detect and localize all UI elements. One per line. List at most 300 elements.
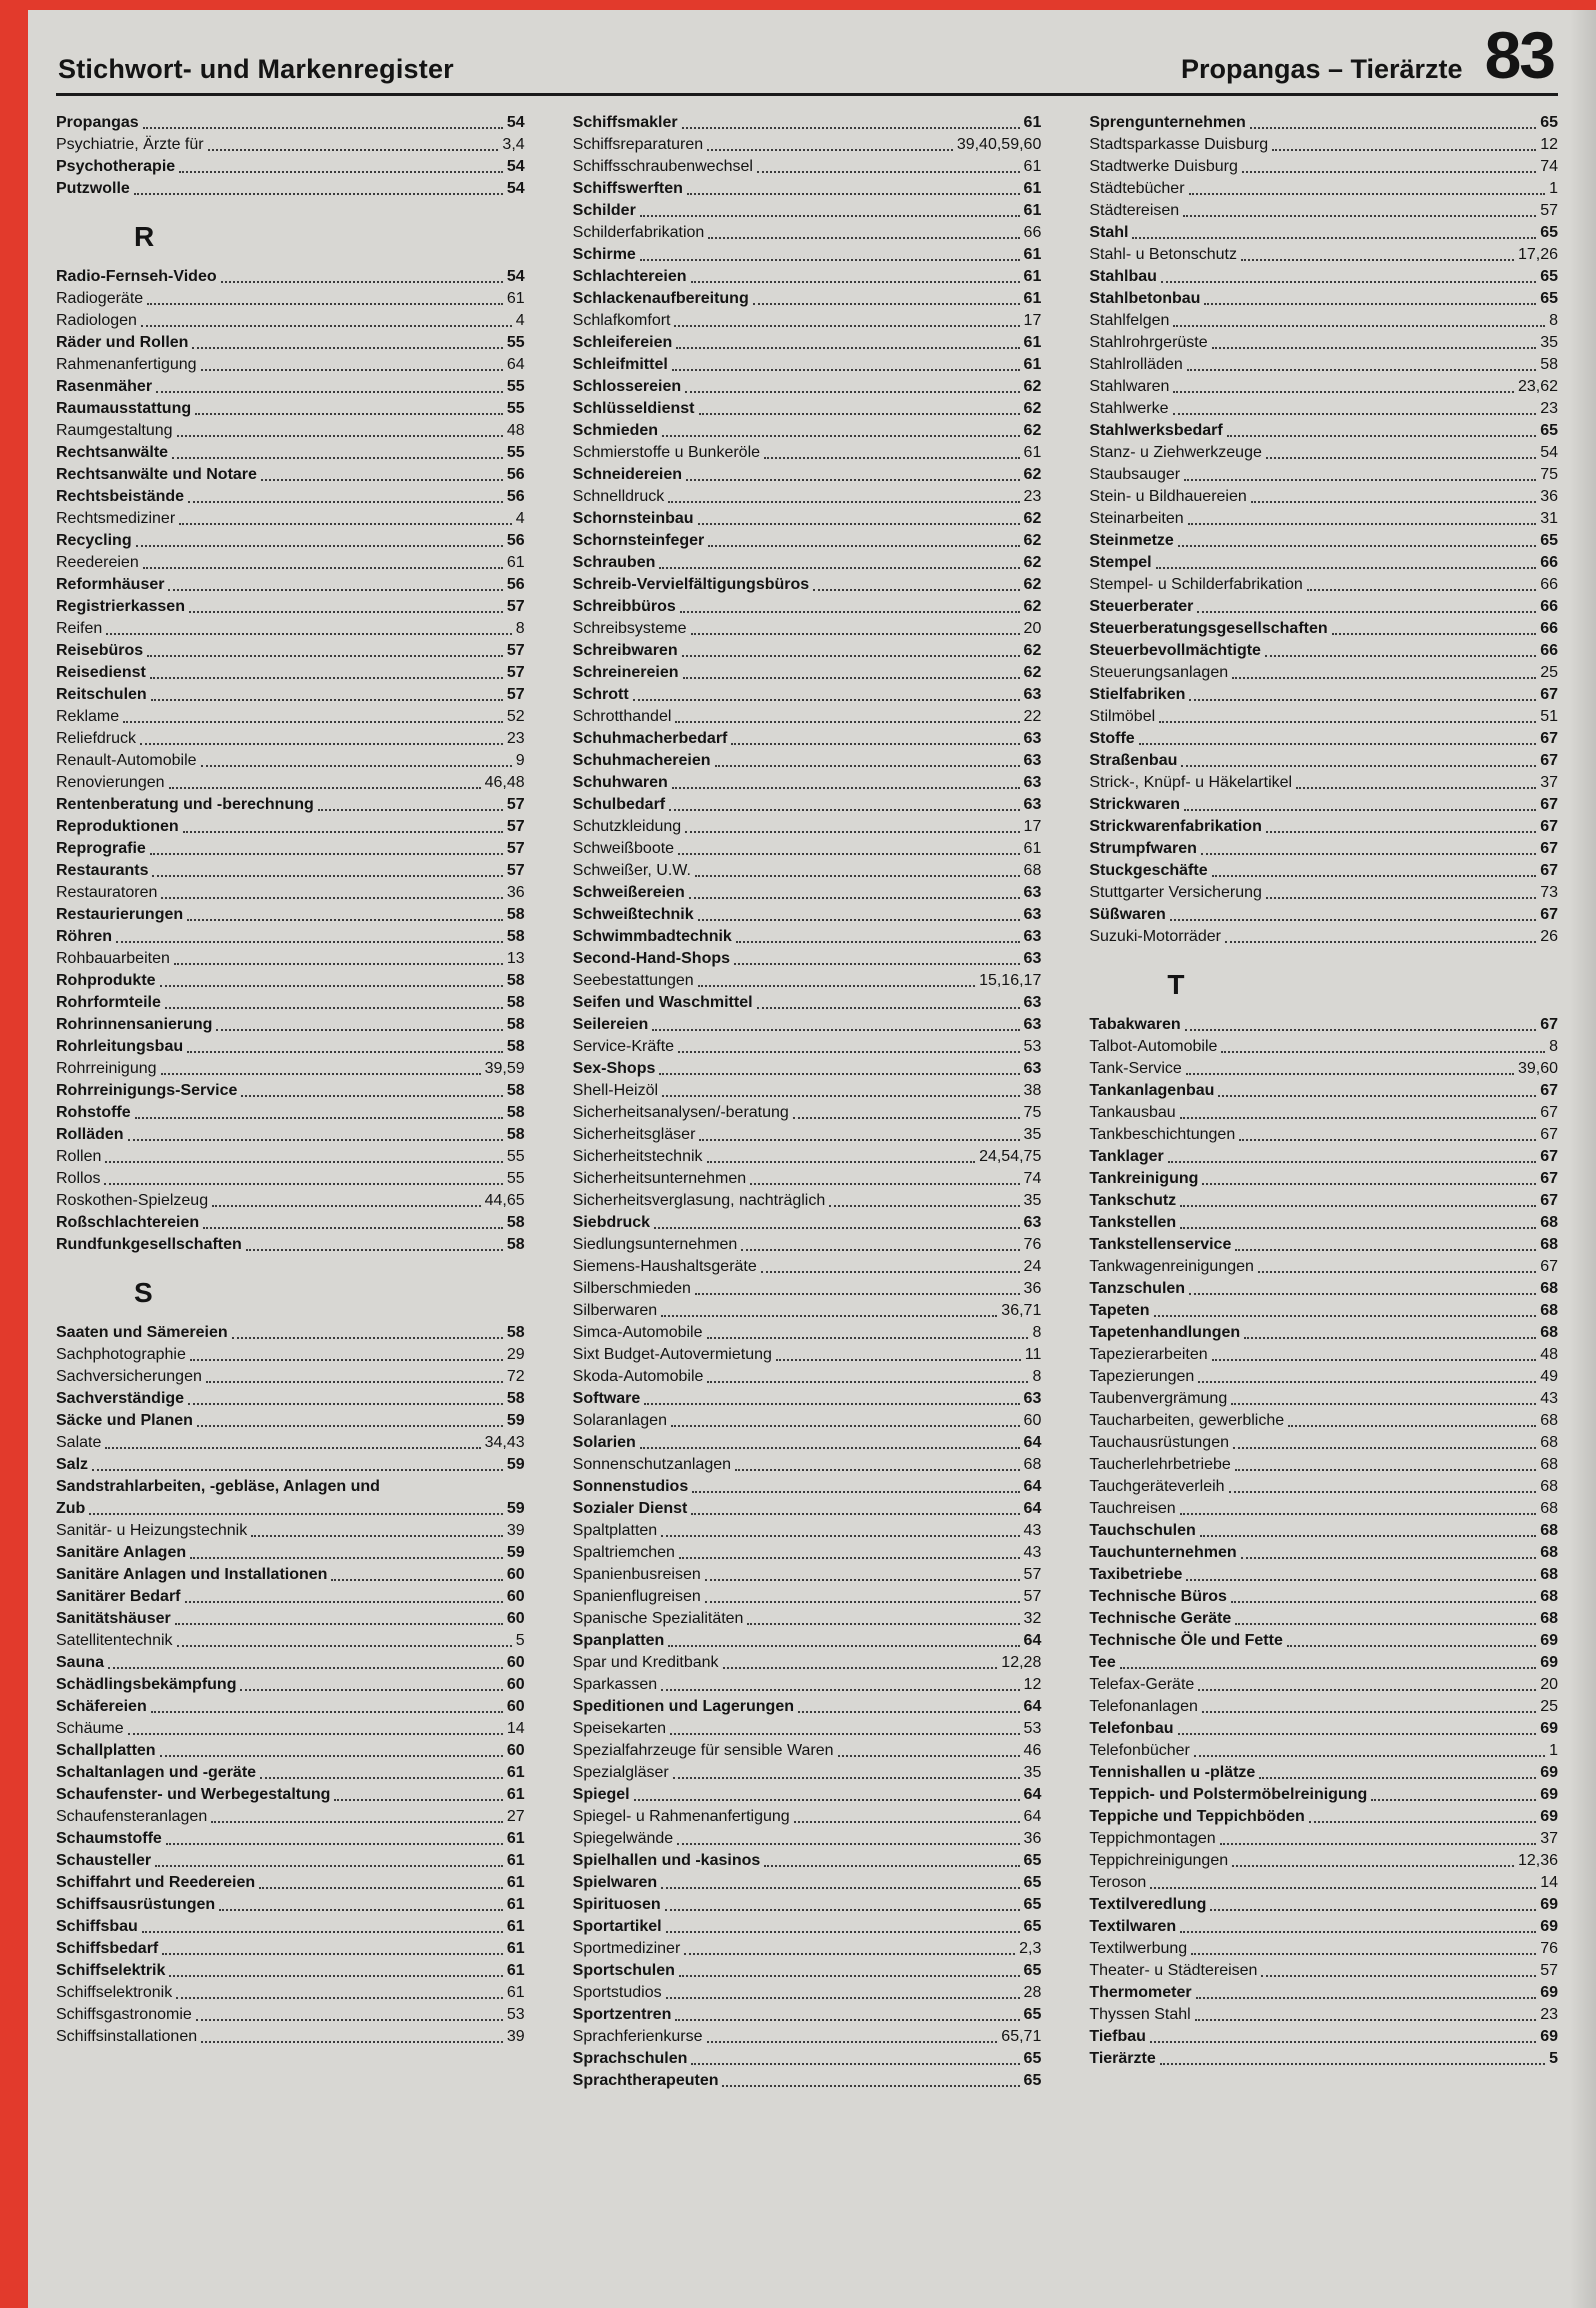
index-entry [1089,1894,1558,1916]
entry-label: Putzwolle [56,180,130,198]
entry-label: Stein- u Bildhauereien [1089,488,1247,506]
entry-label: Schrauben [572,554,656,572]
entry-page: 63 [1023,796,1042,814]
dot-leader [661,1689,1019,1691]
entry-label: Schlachtereien [572,268,687,286]
index-entry [573,596,1042,618]
index-entry [1089,1212,1558,1234]
index-entry [56,486,525,508]
index-entry [573,1784,1042,1806]
index-entry [56,156,525,178]
entry-page: 57 [506,686,525,704]
dot-leader [679,1557,1020,1559]
dot-leader [1266,457,1536,459]
dot-leader [1212,875,1537,877]
entry-page: 8 [1032,1324,1042,1342]
index-entry [56,266,525,288]
entry-label: Steuerbevollmächtigte [1089,642,1261,660]
entry-page: 48 [506,422,525,440]
index-entry [573,1476,1042,1498]
dot-leader [654,1227,1020,1229]
entry-label: Stuckgeschäfte [1089,862,1208,880]
index-entry [573,1982,1042,2004]
index-entry [56,1894,525,1916]
dot-leader [160,985,503,987]
dot-leader [705,1601,1020,1603]
entry-label: Tankausbau [1089,1104,1176,1122]
entry-label: Strumpfwaren [1089,840,1197,858]
index-entry [573,2070,1042,2092]
dot-leader [169,1975,502,1977]
dot-leader [666,1997,1020,1999]
entry-label: Sex-Shops [572,1060,656,1078]
red-edge-top [0,0,1596,10]
entry-page: 72 [506,1368,525,1386]
entry-page: 64 [1023,1698,1042,1716]
index-entry [573,1630,1042,1652]
entry-page: 58 [506,1016,525,1034]
dot-leader [1189,699,1536,701]
entry-page: 53 [506,2006,525,2024]
dot-leader [678,1051,1020,1053]
entry-label: Seilereien [572,1016,649,1034]
entry-label: Teppich- und Polstermöbelreinigung [1089,1786,1368,1804]
entry-label: Schreibbüros [572,598,676,616]
dot-leader [1239,1139,1536,1141]
entry-page: 23 [1023,488,1042,506]
dot-leader [794,1821,1020,1823]
entry-page: 14 [1540,1874,1559,1892]
entry-page: 59 [506,1544,525,1562]
entry-page: 67 [1540,1170,1559,1188]
entry-page: 67 [1540,840,1559,858]
index-entry [56,134,525,156]
entry-page: 57 [1023,1566,1042,1584]
index-entry [573,662,1042,684]
entry-page: 22 [1023,708,1042,726]
dot-leader [241,1095,503,1097]
dot-leader [699,413,1020,415]
entry-label: Rechtsbeistände [56,488,185,506]
entry-page: 68 [1023,1456,1042,1474]
entry-label: Satellitentechnik [56,1632,173,1650]
dot-leader [679,1975,1020,1977]
entry-label: Schreinereien [572,664,679,682]
entry-label: Rohrreinigungs-Service [56,1082,238,1100]
entry-page: 57 [506,818,525,836]
index-entry [56,1586,525,1608]
dot-leader [1232,1865,1514,1867]
index-entry [1089,1806,1558,1828]
entry-label: Restaurierungen [56,906,184,924]
entry-page: 43 [1023,1544,1042,1562]
index-entry [573,398,1042,420]
dot-leader [1265,655,1536,657]
entry-page: 68 [1540,1566,1559,1584]
entry-label: Stempel [1089,554,1152,572]
entry-label: Tauchgeräteverleih [1089,1478,1225,1496]
entry-page: 49 [1540,1368,1559,1386]
entry-label: Taubenvergrämung [1089,1390,1228,1408]
entry-page: 12,28 [1001,1654,1042,1672]
entry-page: 62 [1023,378,1042,396]
dot-leader [1233,1447,1536,1449]
entry-page: 55 [506,1170,525,1188]
index-entry [1089,1564,1558,1586]
entry-label: Sachverständige [56,1390,185,1408]
entry-page: 73 [1540,884,1559,902]
entry-label: Stahl [1089,224,1129,242]
entry-label: Tankanlagenbau [1089,1082,1215,1100]
entry-label: Schweißer, U.W. [572,862,691,880]
index-entry [56,332,525,354]
entry-label: Schäfereien [56,1698,147,1716]
entry-label: Sachversicherungen [56,1368,202,1386]
index-entry [1089,1366,1558,1388]
index-entry [573,530,1042,552]
entry-label: Telefonbau [1089,1720,1174,1738]
dot-leader [1185,1029,1537,1031]
entry-page: 67 [1540,686,1559,704]
entry-label: Schiffsbau [56,1918,138,1936]
entry-label: Schwimmbadtechnik [572,928,732,946]
entry-page: 36 [1023,1830,1042,1848]
dot-leader [156,391,503,393]
index-entry [1089,926,1558,948]
entry-label: Saaten und Sämereien [56,1324,228,1342]
index-entry [573,2048,1042,2070]
entry-page: 65 [1023,1896,1042,1914]
index-entry [573,1608,1042,1630]
index-entry [1089,1938,1558,1960]
index-entry [1089,596,1558,618]
entry-page: 64 [506,356,525,374]
dot-leader [160,1755,503,1757]
index-entry [573,904,1042,926]
entry-label: Schiffselektrik [56,1962,166,1980]
dot-leader [1173,325,1545,327]
entry-page: 46,48 [484,774,525,792]
entry-page: 65 [1540,114,1559,132]
entry-page: 24,54,75 [979,1148,1042,1166]
entry-label: Tankschutz [1089,1192,1177,1210]
index-entry [56,1058,525,1080]
index-entry [1089,772,1558,794]
entry-label: Schiffsinstallationen [56,2028,198,2046]
index-entry [1089,728,1558,750]
dot-leader [183,831,503,833]
entry-label: Recycling [56,532,132,550]
index-entry [573,1014,1042,1036]
entry-page: 61 [1023,202,1042,220]
entry-label: Schirme [572,246,636,264]
entry-label: Sanitär- u Heizungstechnik [56,1522,248,1540]
entry-page: 60 [506,1742,525,1760]
entry-label: Textilveredlung [1089,1896,1207,1914]
index-entry [573,1564,1042,1586]
dot-leader [190,1359,503,1361]
entry-page: 68 [1540,1434,1559,1452]
dot-leader [1259,1777,1536,1779]
entry-page: 61 [1023,158,1042,176]
entry-page: 67 [1540,1016,1559,1034]
dot-leader [1187,369,1536,371]
index-entry [56,1454,525,1476]
index-entry [1089,552,1558,574]
index-entry [56,1828,525,1850]
dot-leader [195,413,503,415]
entry-page: 54 [506,158,525,176]
entry-page: 58 [1540,356,1559,374]
entry-label: Spaltplatten [572,1522,658,1540]
index-entry [56,398,525,420]
entry-page: 14 [506,1720,525,1738]
index-entry [573,464,1042,486]
dot-leader [661,1315,997,1317]
index-entry [56,420,525,442]
entry-page: 48 [1540,1346,1559,1364]
entry-page: 63 [1023,686,1042,704]
dot-leader [678,853,1019,855]
index-entry [56,1542,525,1564]
dot-leader [1332,633,1537,635]
entry-label: Sicherheitsverglasung, nachträglich [572,1192,826,1210]
dot-leader [179,523,512,525]
index-entry [573,1520,1042,1542]
index-entry [573,1322,1042,1344]
dot-leader [1212,347,1537,349]
index-entry [1089,178,1558,200]
index-entry [56,310,525,332]
index-entry [56,530,525,552]
entry-label: Schuhwaren [572,774,668,792]
dot-leader [1160,2063,1545,2065]
entry-page: 65 [1540,224,1559,242]
page-right-shadow [1570,0,1596,2308]
index-entry [56,574,525,596]
entry-page: 61 [506,1896,525,1914]
index-entry [573,1124,1042,1146]
index-entry [1089,1080,1558,1102]
index-entry [1089,464,1558,486]
entry-page: 61 [1023,246,1042,264]
entry-label: Rohrleitungsbau [56,1038,184,1056]
entry-label: Steinarbeiten [1089,510,1184,528]
dot-leader [174,963,503,965]
index-entry [573,552,1042,574]
entry-label: Tapeten [1089,1302,1150,1320]
dot-leader [1202,1183,1536,1185]
dot-leader [143,127,503,129]
dot-leader [1241,259,1514,261]
entry-page: 4 [515,312,525,330]
index-entry [573,1652,1042,1674]
index-entry [1089,1652,1558,1674]
dot-leader [177,1645,512,1647]
entry-label: Strickwaren [1089,796,1181,814]
entry-page: 76 [1540,1940,1559,1958]
entry-label: Straßenbau [1089,752,1178,770]
entry-page: 69 [1540,1918,1559,1936]
index-entry [1089,1630,1558,1652]
dot-leader [1156,567,1537,569]
entry-label: Taxibetriebe [1089,1566,1183,1584]
entry-page: 32 [1023,1610,1042,1628]
index-entry [1089,1850,1558,1872]
entry-label: Spaltriemchen [572,1544,675,1562]
index-entry [1089,706,1558,728]
dot-leader [105,1447,480,1449]
dot-leader [677,1843,1019,1845]
dot-leader [1120,1667,1536,1669]
entry-label: Steuerberater [1089,598,1194,616]
header-rule [56,93,1558,96]
index-entry [56,288,525,310]
dot-leader [708,237,1019,239]
index-entry [56,1366,525,1388]
entry-page: 69 [1540,1984,1559,2002]
dot-leader [695,875,1020,877]
entry-page: 67 [1540,752,1559,770]
dot-leader [691,281,1020,283]
dot-leader [753,303,1020,305]
entry-label: Stahl- u Betonschutz [1089,246,1237,264]
entry-page: 56 [506,466,525,484]
index-entry [573,2026,1042,2048]
entry-page: 35 [1023,1192,1042,1210]
index-entry [56,640,525,662]
dot-leader [1173,413,1537,415]
index-entry [1089,1168,1558,1190]
index-entry [1089,442,1558,464]
entry-page: 65 [1540,290,1559,308]
dot-leader [1183,215,1536,217]
entry-page: 61 [1023,290,1042,308]
entry-page: 51 [1540,708,1559,726]
index-entry [1089,266,1558,288]
index-entry [56,860,525,882]
entry-page: 2,3 [1019,1940,1042,1958]
index-entry [1089,376,1558,398]
entry-page: 39,60 [1517,1060,1559,1078]
index-entry [1089,1432,1558,1454]
dot-leader [735,1469,1020,1471]
dot-leader [699,1139,1019,1141]
index-entry [573,618,1042,640]
entry-page: 20 [1023,620,1042,638]
dot-leader [192,347,502,349]
entry-label: Software [572,1390,641,1408]
entry-label: Teppichmontagen [1089,1830,1216,1848]
dot-leader [92,1469,503,1471]
entry-label: Telefax-Geräte [1089,1676,1195,1694]
entry-page: 55 [506,400,525,418]
index-entry [573,244,1042,266]
entry-page: 68 [1540,1588,1559,1606]
entry-label: Second-Hand-Shops [572,950,731,968]
index-entry [573,1256,1042,1278]
entry-page: 56 [506,532,525,550]
dot-leader [201,369,503,371]
entry-label: Skoda-Automobile [572,1368,704,1386]
entry-page: 23,62 [1517,378,1559,396]
dot-leader [1194,1755,1545,1757]
entry-label: Schilderfabrikation [572,224,705,242]
dot-leader [1296,787,1536,789]
entry-label: Tapetenhandlungen [1089,1324,1241,1342]
entry-page: 60 [506,1610,525,1628]
entry-label: Sparkassen [572,1676,658,1694]
dot-leader [1261,1975,1536,1977]
index-entry [573,112,1042,134]
entry-label: Taucharbeiten, gewerbliche [1089,1412,1285,1430]
dot-leader [150,853,503,855]
entry-page: 56 [506,488,525,506]
entry-page: 61 [506,1786,525,1804]
index-entry [573,1300,1042,1322]
dot-leader [1266,897,1536,899]
dot-leader [661,1535,1019,1537]
entry-label: Rechtsmediziner [56,510,176,528]
dot-leader [1231,1403,1536,1405]
dot-leader [668,501,1019,503]
entry-page: 58 [506,1236,525,1254]
entry-page: 61 [506,554,525,572]
entry-page: 1 [1549,180,1559,198]
index-entry [56,948,525,970]
index-entry [573,1740,1042,1762]
dot-leader [674,325,1019,327]
entry-label: Stempel- u Schilderfabrikation [1089,576,1303,594]
entry-label: Stahlwaren [1089,378,1170,396]
entry-page: 58 [506,1038,525,1056]
index-entry [56,1806,525,1828]
entry-label: Sprachferienkurse [572,2028,703,2046]
entry-page: 55 [506,378,525,396]
entry-label: Sportmediziner [572,1940,681,1958]
dot-leader [675,2019,1019,2021]
dot-leader [1188,523,1537,525]
entry-page: 36 [506,884,525,902]
dot-leader [161,897,502,899]
dot-leader [705,1579,1020,1581]
entry-label: Schreibwaren [572,642,678,660]
dot-leader [707,1161,976,1163]
entry-label: Seifen und Waschmittel [572,994,753,1012]
entry-label: Tierärzte [1089,2050,1156,2068]
entry-page: 67 [1540,1082,1559,1100]
index-entry [56,1432,525,1454]
entry-label: Roßschlachtereien [56,1214,200,1232]
entry-page: 1 [1549,1742,1559,1760]
entry-page: 17 [1023,818,1042,836]
entry-label: Sanitätshäuser [56,1610,171,1628]
entry-label: Tapezierungen [1089,1368,1195,1386]
entry-label: Technische Geräte [1089,1610,1232,1628]
entry-page: 23 [506,730,525,748]
index-entry [56,1014,525,1036]
entry-page: 68 [1540,1236,1559,1254]
entry-page: 64 [1023,1500,1042,1518]
entry-label: Rohrformteile [56,994,161,1012]
entry-label: Tankbeschichtungen [1089,1126,1236,1144]
entry-label: Teroson [1089,1874,1147,1892]
index-entry [1089,1102,1558,1124]
dot-leader [1210,1909,1536,1911]
index-entry [1089,1322,1558,1344]
dot-leader [707,1381,1028,1383]
entry-label: Schaumstoffe [56,1830,162,1848]
